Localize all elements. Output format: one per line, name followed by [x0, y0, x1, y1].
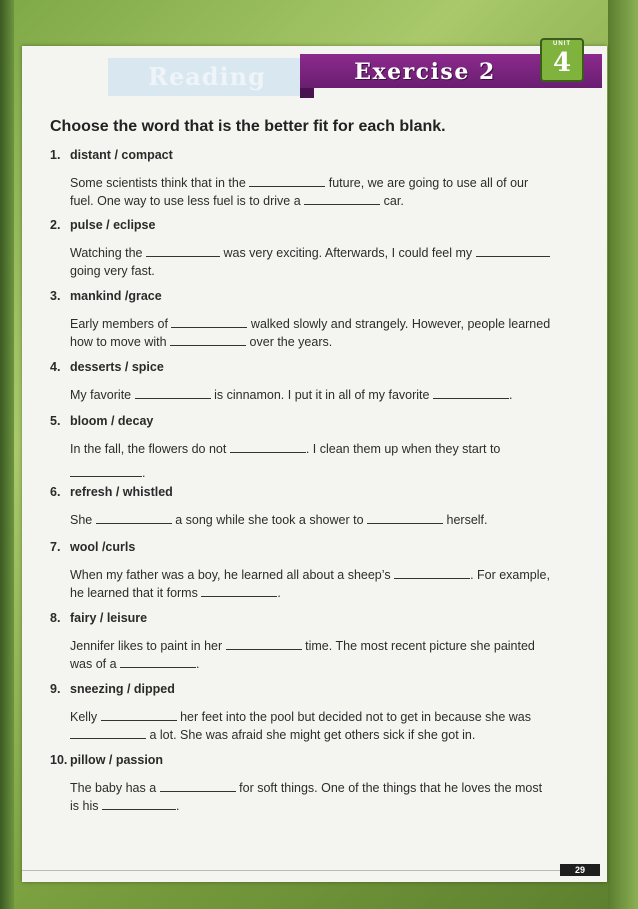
item-sentence [70, 244, 560, 280]
item-number: 1. [50, 148, 61, 162]
exercise-item-6 [50, 483, 560, 529]
sentence-text: Jennifer likes to paint in her [70, 639, 223, 653]
answer-blank[interactable] [160, 779, 236, 792]
sentence-text: . [196, 657, 200, 671]
sentence-text: going very fast. [70, 264, 155, 278]
instructions: Choose the word that is the better fit for each blank. [50, 118, 446, 135]
sentence-text: was of a [70, 657, 117, 671]
exercise-item-7 [50, 538, 560, 602]
exercise-item-2 [50, 216, 560, 280]
word-choices: pillow / passion [70, 753, 164, 767]
book-edge-right [608, 0, 638, 909]
exercise-item-1 [50, 146, 560, 210]
word-choices: sneezing / dipped [70, 682, 175, 696]
sentence-text: . [508, 388, 513, 402]
sentence-text: Some scientists think that in the [70, 176, 246, 190]
word-choices: distant / compact [70, 148, 173, 162]
item-number: 8. [50, 611, 61, 625]
item-number: 5. [50, 414, 61, 428]
sentence-text: fuel. One way to use less fuel is to drive a [70, 194, 301, 208]
exercise-item-5 [50, 412, 560, 482]
sentence-text: walked slowly and strangely. However, people learned [250, 317, 551, 331]
sentence-text: . For example, [470, 568, 550, 582]
answer-blank[interactable] [304, 192, 380, 205]
answer-blank[interactable] [171, 315, 247, 328]
answer-blank[interactable] [476, 244, 550, 257]
item-heading [50, 751, 560, 769]
sentence-text: is cinnamon. I put it in all of my favorite [214, 388, 430, 402]
answer-blank[interactable] [146, 244, 220, 257]
answer-blank[interactable] [226, 637, 302, 650]
item-number: 9. [50, 682, 61, 696]
item-number: 4. [50, 360, 61, 374]
unit-label: UNIT [553, 41, 571, 47]
sentence-text: . [142, 466, 146, 480]
answer-blank[interactable] [367, 511, 443, 524]
page-number: 29 [560, 864, 600, 876]
word-choices: wool /curls [70, 540, 136, 554]
sentence-text: Kelly [70, 710, 98, 724]
item-heading [50, 358, 560, 376]
item-heading [50, 609, 560, 627]
exercise-item-8 [50, 609, 560, 673]
sentence-text: herself. [446, 513, 488, 527]
exercise-item-3 [50, 287, 560, 351]
item-sentence [70, 637, 560, 673]
item-number: 2. [50, 218, 61, 232]
word-choices: fairy / leisure [70, 611, 148, 625]
exercise-item-9 [50, 680, 560, 744]
sentence-text: car. [383, 194, 404, 208]
book-spine-left [0, 0, 14, 909]
item-number: 6. [50, 485, 61, 499]
sentence-text: for soft things. One of the things that he loves the most [239, 781, 543, 795]
exercise-item-4 [50, 358, 560, 404]
item-heading [50, 680, 560, 698]
word-choices: desserts / spice [70, 360, 164, 374]
item-heading [50, 538, 560, 556]
sentence-text: was very exciting. Afterwards, I could feel my [223, 246, 473, 260]
sentence-text: time. The most recent picture she painted [305, 639, 535, 653]
item-sentence [70, 511, 560, 529]
answer-blank[interactable] [101, 708, 177, 721]
sentence-text: She [70, 513, 93, 527]
sentence-text: The baby has a [70, 781, 157, 795]
sentence-text: a song while she took a shower to [175, 513, 364, 527]
item-sentence [70, 708, 560, 744]
item-sentence [70, 174, 560, 210]
answer-blank[interactable] [230, 440, 306, 453]
answer-blank[interactable] [70, 726, 146, 739]
sentence-text: how to move with [70, 335, 167, 349]
answer-blank[interactable] [135, 386, 211, 399]
item-heading [50, 412, 560, 430]
sentence-text: . [277, 586, 281, 600]
word-choices: bloom / decay [70, 414, 154, 428]
sentence-text: is his [70, 799, 99, 813]
sentence-text: . I clean them up when they start to [305, 442, 501, 456]
item-sentence [70, 386, 560, 404]
unit-number: 4 [552, 48, 572, 78]
sentence-text: her feet into the pool but decided not to get in because she was [180, 710, 532, 724]
answer-blank[interactable] [170, 333, 246, 346]
sentence-text: over the years. [249, 335, 333, 349]
answer-blank[interactable] [433, 386, 509, 399]
exercise-title: Exercise 2 [354, 59, 496, 85]
ghost-reading-word: Reading [148, 62, 266, 91]
sentence-text: Early members of [70, 317, 168, 331]
word-choices: pulse / eclipse [70, 218, 156, 232]
item-sentence [70, 315, 560, 351]
item-heading [50, 216, 560, 234]
item-heading [50, 146, 560, 164]
item-number: 10. [50, 753, 68, 767]
item-sentence [70, 440, 560, 482]
answer-blank[interactable] [201, 584, 277, 597]
answer-blank[interactable] [96, 511, 172, 524]
banner-fold [300, 88, 314, 98]
item-heading [50, 287, 560, 305]
sentence-text: Watching the [70, 246, 143, 260]
word-choices: refresh / whistled [70, 485, 173, 499]
sentence-text: . [175, 799, 180, 813]
answer-blank[interactable] [102, 797, 176, 810]
unit-badge [540, 38, 584, 82]
item-sentence [70, 566, 560, 602]
sentence-text: future, we are going to use all of our [328, 176, 529, 190]
sentence-text: When my father was a boy, he learned all about a sheep’s [70, 568, 391, 582]
answer-blank[interactable] [70, 464, 142, 477]
answer-blank[interactable] [249, 174, 325, 187]
word-choices: mankind /grace [70, 289, 162, 303]
item-sentence [70, 779, 560, 815]
item-heading [50, 483, 560, 501]
answer-blank[interactable] [394, 566, 470, 579]
sentence-text: he learned that it forms [70, 586, 198, 600]
answer-blank[interactable] [120, 655, 196, 668]
sentence-text: a lot. She was afraid she might get others sick if she got in. [149, 728, 476, 742]
item-number: 3. [50, 289, 61, 303]
exercise-item-10 [50, 751, 560, 815]
item-number: 7. [50, 540, 61, 554]
sentence-text: My favorite [70, 388, 132, 402]
sentence-text: In the fall, the flowers do not [70, 442, 227, 456]
footer-rule [22, 870, 560, 871]
